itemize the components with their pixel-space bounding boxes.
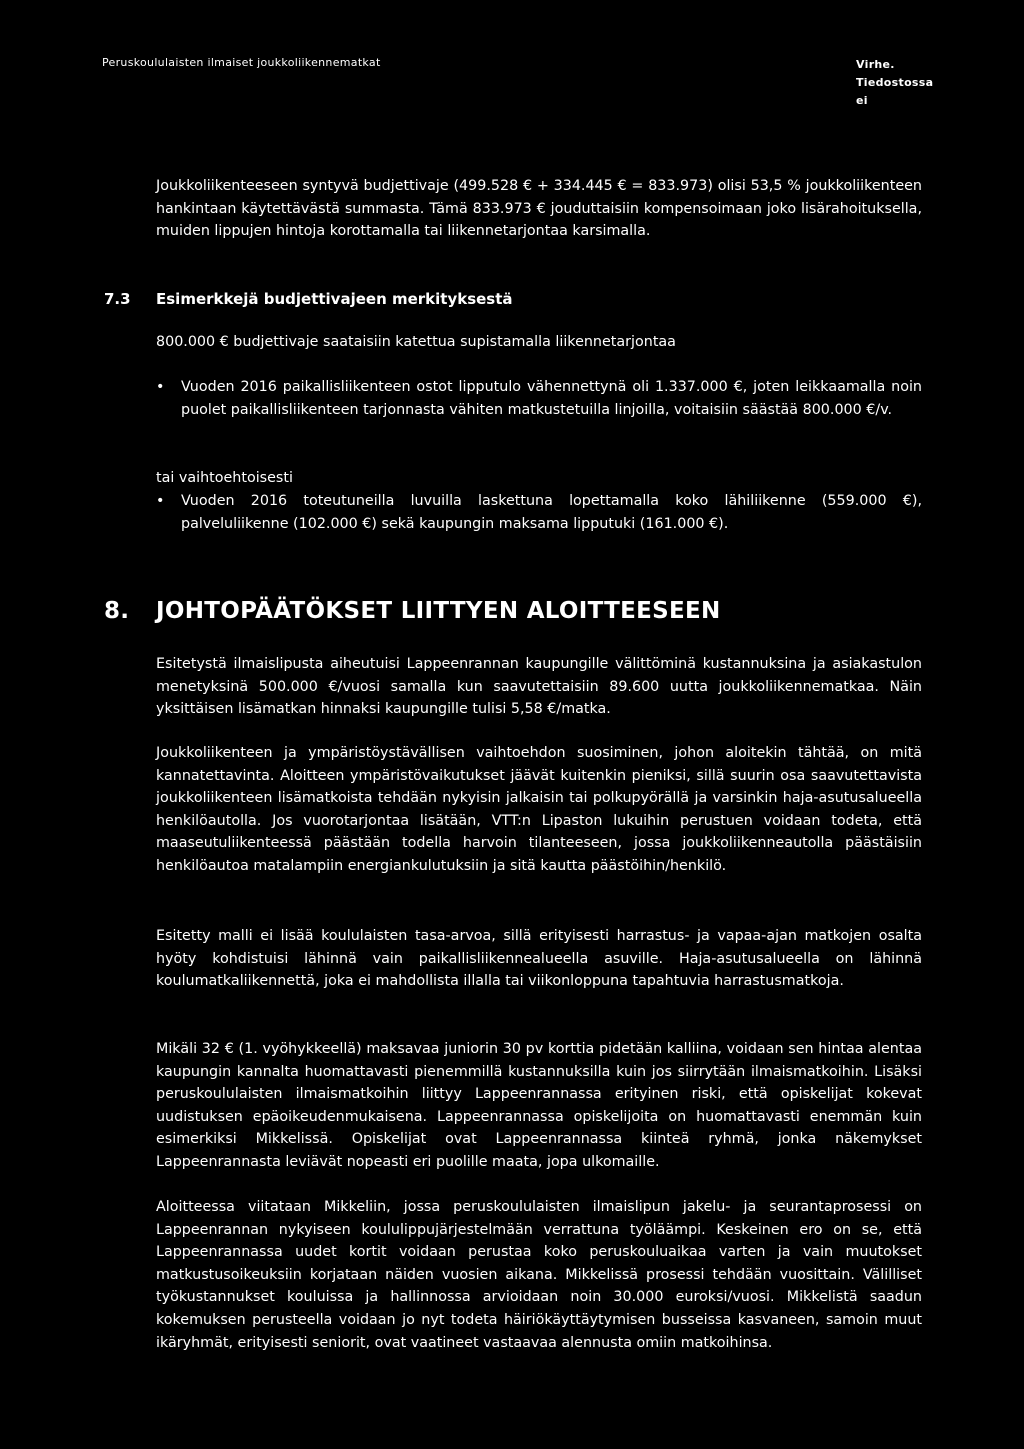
alt-lead-block [156, 467, 922, 490]
paragraph: Aloitteessa viitataan Mikkeliin, jossa peruskoululaisten ilmaislipun jakelu- ja seurantaprosessi on Lappeenrannan nykyiseen koululippujärjestelmään verrattuna työläämpi. Keskeinen ero on se, että Lappeenrannassa uudet kortit voidaan perustaa koko peruskouluaikaa varten ja vain muutokset matkustusoikeuksiin korjataan näiden vuosien aikana. Mikkelissä prosessi tehdään vuosittain. Välilliset työkustannukset kouluissa ja hallinnossa arvioidaan noin 30.000 euroksi/vuosi. Mikkelistä saadun kokemuksen perusteella voidaan jo nyt todeta häiriökäyttäytymisen busseissa kasvaneen, samoin muut ikäryhmät, erityisesti seniorit, ovat vaatineet vastaavaa alennusta omiin matkoihinsa. [156, 1199, 922, 1351]
error-notice: Virhe. Tiedostossa ei [856, 58, 934, 107]
bullet-list-2 [156, 490, 922, 535]
paragraph: Esitetystä ilmaislipusta aiheutuisi Lappeenrannan kaupungille välittöminä kustannuksina ja asiakastulon menetyksinä 500.000 €/vuosi samalla kun saavutettaisiin 89.600 uutta joukkoliikennematkaa. Näin yksittäisen lisämatkan hinnaksi kaupungille tulisi 5,58 €/matka. [156, 656, 922, 718]
bullet-text: Vuoden 2016 paikallisliikenteen ostot lipputulo vähennettynä oli 1.337.000 €, joten leikkaamalla noin puolet paikallisliikenteen tarjonnasta vähiten matkustetuilla linjoilla, voitaisiin säästää 800.000 €/v. [181, 379, 922, 418]
bullet-text: Vuoden 2016 toteutuneilla luvuilla laskettuna lopettamalla koko lähiliikenne (559.000 €), palveluliikenne (102.000 €) sekä kaupungin maksama lipputuki (161.000 €). [181, 493, 922, 532]
section-8-p3-block [156, 925, 922, 993]
paragraph: Esitetty malli ei lisää koululaisten tasa-arvoa, sillä erityisesti harrastus- ja vapaa-ajan matkojen osalta hyöty kohdistuisi lähinnä vain paikallisliikennealueella asuville. Haja-asutusalueella on lähinnä koulumatkaliikennettä, joka ei mahdollista illalla tai viikonloppuna tapahtuvia harrastusmatkoja. [156, 928, 922, 990]
list-item [156, 376, 922, 421]
section-8-p1-block [156, 653, 922, 721]
section-7-3-title: Esimerkkejä budjettivajeen merkityksestä [156, 290, 513, 308]
alternative-lead: tai vaihtoehtoisesti [156, 470, 293, 486]
section-8-title: JOHTOPÄÄTÖKSET LIITTYEN ALOITTEESEEN [156, 598, 721, 624]
page-header [102, 56, 934, 107]
intro-paragraph: Joukkoliikenteeseen syntyvä budjettivaje (499.528 € + 334.445 € = 833.973) olisi 53,5 % joukkoliikenteen hankintaan käytettävästä summasta. Tämä 833.973 € jouduttaisiin kompensoimaan joko lisärahoituksella, muiden lippujen hintoja korottamalla tai liikennetarjontaa karsimalla. [156, 178, 922, 240]
section-7-3-lead: 800.000 € budjettivaje saataisiin katettua supistamalla liikennetarjontaa [156, 334, 676, 350]
list-item [156, 490, 922, 535]
paragraph: Mikäli 32 € (1. vyöhykkeellä) maksavaa juniorin 30 pv korttia pidetään kalliina, voidaan sen hintaa alentaa kaupungin kannalta huomattavasti pienemmillä kustannuksilla kuin jos siirrytään ilmaismatkoihin. Lisäksi peruskoululaisten ilmaismatkoihin liittyy Lappeenrannassa erityinen riski, että opiskelijat kokevat uudistuksen epäoikeudenmukaisena. Lappeenrannassa opiskelijoita on huomattavasti enemmän kuin esimerkiksi Mikkelissä. Opiskelijat ovat Lappeenrannassa kiinteä ryhmä, jonka näkemykset Lappeenrannasta leviävät nopeasti eri puolille maata, jopa ulkomaille. [156, 1041, 922, 1170]
section-8-number: 8. [104, 598, 130, 624]
section-8-p2-block [156, 742, 922, 878]
section-7-3-lead-block [156, 331, 922, 354]
section-7-3-number: 7.3 [104, 290, 131, 308]
bullet-list-1 [156, 376, 922, 421]
bullet-icon: • [156, 493, 165, 509]
paragraph: Joukkoliikenteen ja ympäristöystävällisen vaihtoehdon suosiminen, johon aloitekin tähtää, on mitä kannatettavinta. Aloitteen ympäristövaikutukset jäävät kuitenkin pieniksi, sillä suurin osa saavutettavista joukkoliikenteen lisämatkoista tehdään nykyisin jalkaisin tai polkupyörällä ja varsinkin haja-asutusalueella henkilöautolla. Jos vuorotarjontaa lisätään, VTT:n Lipaston lukuihin perustuen voidaan todeta, että maaseutuliikenteessä päästään todella harvoin tilanteeseen, jossa joukkoliikenneautolla päästäisiin henkilöautoa matalampiin energiankulutuksiin ja sitä kautta päästöihin/henkilö. [156, 745, 922, 874]
document-title: Peruskoululaisten ilmaiset joukkoliikennematkat [102, 56, 381, 69]
intro-block [156, 175, 922, 243]
section-8-p4-block [156, 1038, 922, 1174]
section-8-heading [104, 600, 721, 623]
section-8-p5-block [156, 1196, 922, 1354]
bullet-icon: • [156, 379, 165, 395]
section-7-3-heading [104, 288, 513, 311]
